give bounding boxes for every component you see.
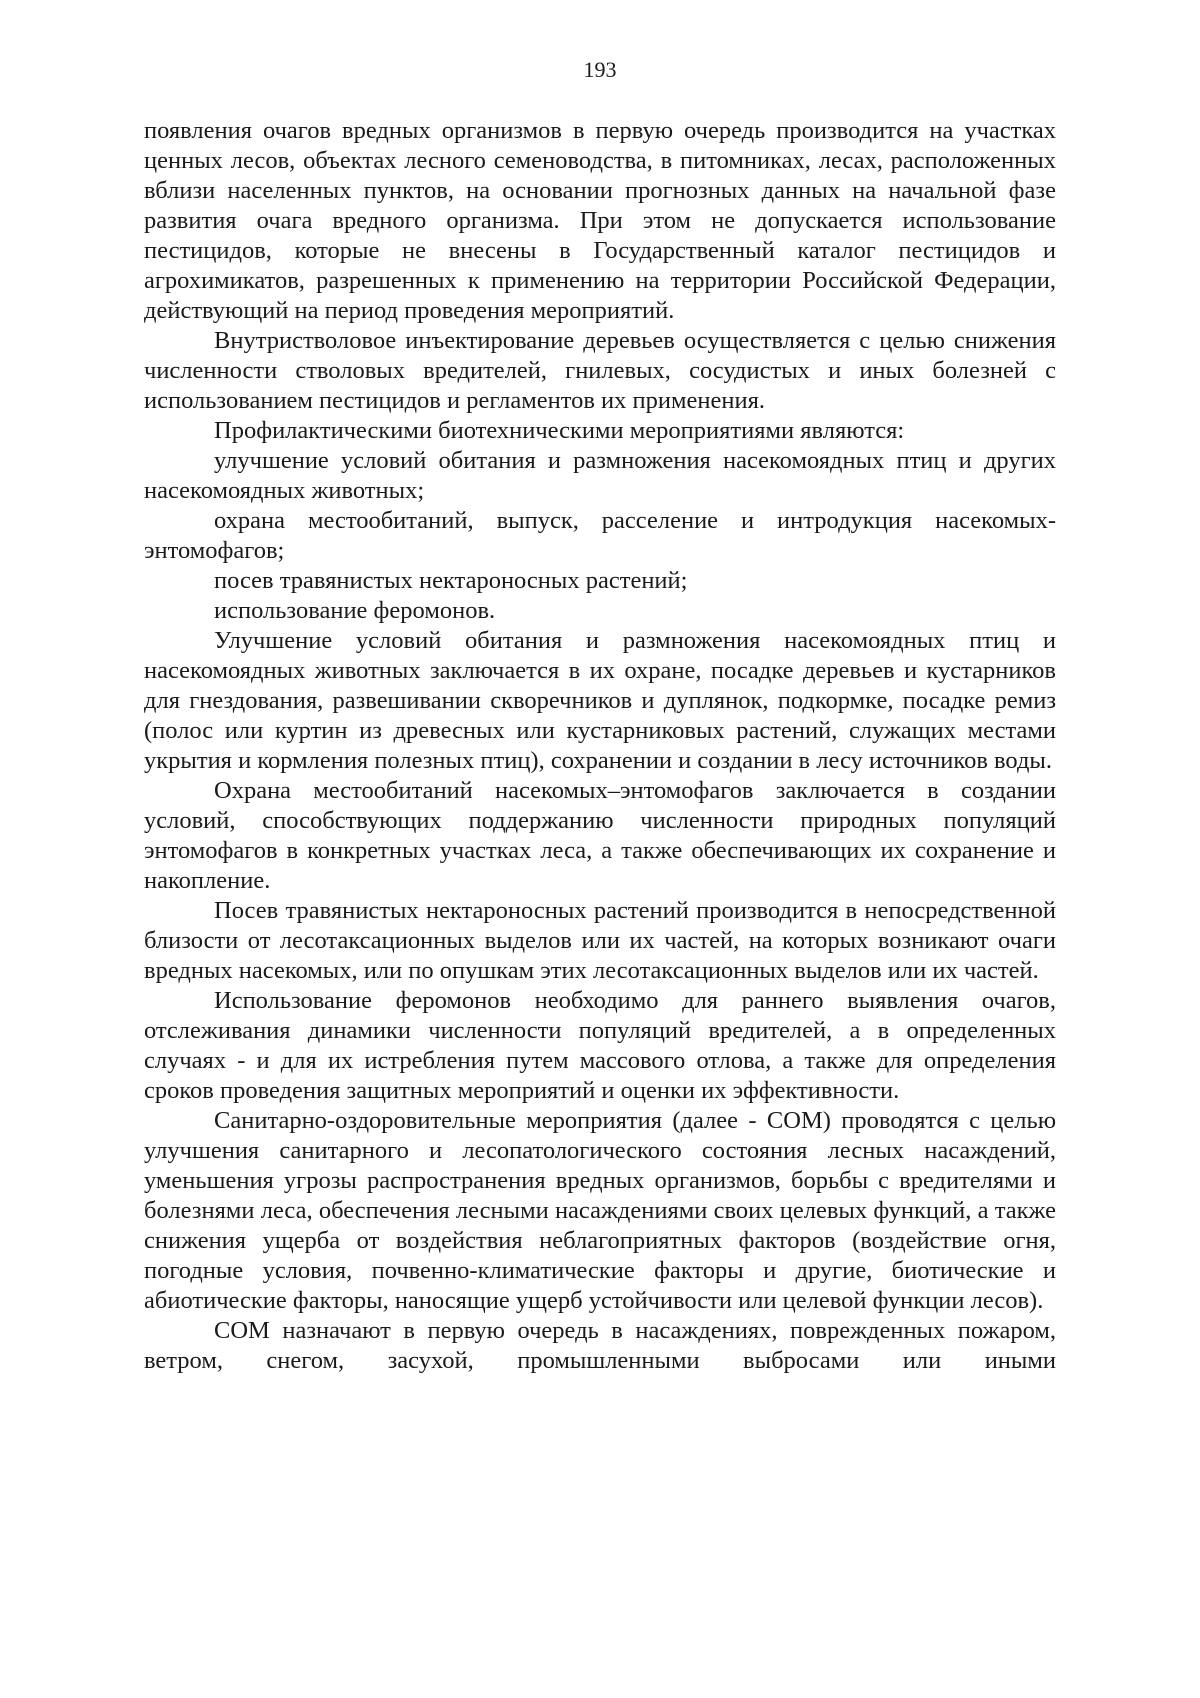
paragraph-continuation: появления очагов вредных организмов в первую очередь производится на участках ценных лесов, объектах лесного семеноводства, в питомниках, лесах, расположенных вблизи населенных пунктов, на основании прогнозных данных на начальной фазе развития очага вредного организма. При этом не допускается использование пестицидов, которые не внесены в Государственный каталог пестицидов и агрохимикатов, разрешенных к применению на территории Российской Федерации, действующий на период проведения мероприятий. bbox=[144, 117, 1056, 324]
paragraph-biotech-intro: Профилактическими биотехническими мероприятиями являются: bbox=[214, 417, 905, 444]
paragraph-som-definition: Санитарно-оздоровительные мероприятия (далее - СОМ) проводятся с целью улучшения санитарного и лесопатологического состояния лесных насаждений, уменьшения угрозы распространения вредных организмов, борьбы с вредителями и болезнями леса, обеспечения лесными насаждениями своих целевых функций, а также снижения ущерба от воздействия неблагоприятных факторов (воздействие огня, погодные условия, почвенно-климатические факторы и другие, биотические и абиотические факторы, наносящие ущерб устойчивости или целевой функции лесов). bbox=[144, 1107, 1056, 1314]
list-item-pheromones: использование феромонов. bbox=[214, 597, 496, 624]
list-item-habitat-improvement: улучшение условий обитания и размножения насекомоядных птиц и других насекомоядных животных; bbox=[144, 447, 1056, 504]
paragraph-som-assignment: СОМ назначают в первую очередь в насаждениях, поврежденных пожаром, ветром, снегом, засухой, промышленными выбросами или иными bbox=[144, 1317, 1056, 1374]
paragraph-habitat-improvement: Улучшение условий обитания и размножения насекомоядных птиц и насекомоядных животных заключается в их охране, посадке деревьев и кустарников для гнездования, развешивании скворечников и дуплянок, подкормке, посадке ремиз (полос или куртин из древесных или кустарниковых растений, служащих местами укрытия и кормления полезных птиц), сохранении и создании в лесу источников воды. bbox=[144, 627, 1056, 774]
paragraph-entomophage-protection: Охрана местообитаний насекомых–энтомофагов заключается в создании условий, способствующих поддержанию численности природных популяций энтомофагов в конкретных участках леса, а также обеспечивающих их сохранение и накопление. bbox=[144, 777, 1056, 894]
list-item-nectar-plants: посев травянистых нектароносных растений; bbox=[214, 567, 688, 594]
paragraph-pheromones: Использование феромонов необходимо для раннего выявления очагов, отслеживания динамики численности популяций вредителей, а в определенных случаях - и для их истребления путем массового отлова, а также для определения сроков проведения защитных мероприятий и оценки их эффективности. bbox=[144, 987, 1056, 1104]
page-number: 193 bbox=[583, 57, 617, 82]
paragraph-injection: Внутристволовое инъектирование деревьев осуществляется с целью снижения численности стволовых вредителей, гнилевых, сосудистых и иных болезней с использованием пестицидов и регламентов их применения. bbox=[144, 327, 1056, 414]
body-text bbox=[144, 116, 1056, 1376]
paragraph-nectar-plants: Посев травянистых нектароносных растений производится в непосредственной близости от лесотаксационных выделов или их частей, на которых возникают очаги вредных насекомых, или по опушкам этих лесотаксационных выделов или их частей. bbox=[144, 897, 1056, 984]
list-item-entomophage-protection: охрана местообитаний, выпуск, расселение и интродукция насекомых-энтомофагов; bbox=[144, 507, 1056, 564]
